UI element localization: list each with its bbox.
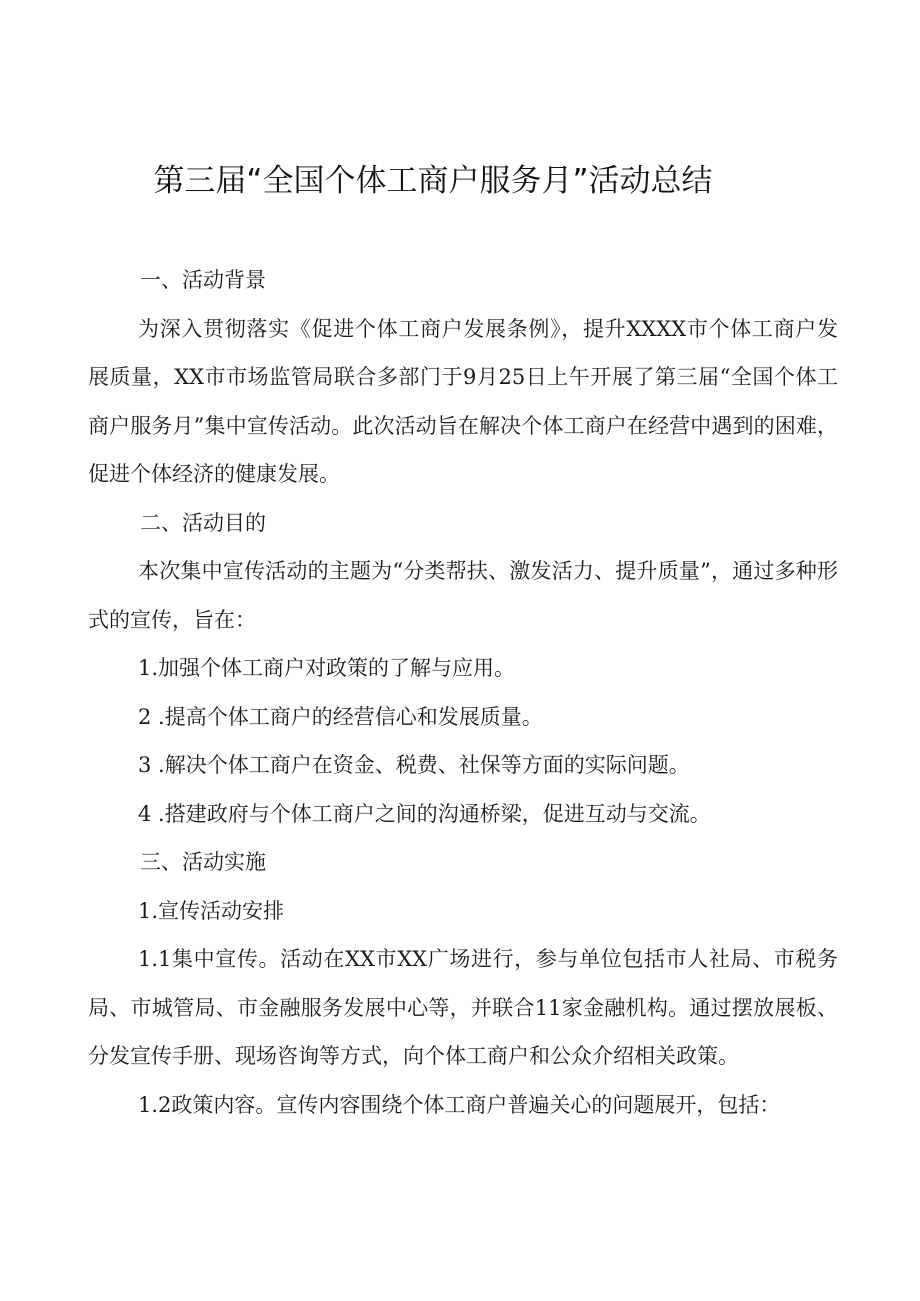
section-heading-background: 一、活动背景 bbox=[140, 268, 266, 292]
document-body bbox=[88, 256, 838, 1129]
paragraph-policy-content: 1.2政策内容。宣传内容围绕个体工商户普遍关心的问题展开，包括： bbox=[138, 1092, 781, 1117]
paragraph-centralized-publicity: 1.1集中宣传。活动在XX市XX广场进行，参与单位包括市人社局、市税务局、市城管局、市金融服务发展中心等，并联合11家金融机构。通过摆放展板、分发宣传手册、现场咨询等方式，向个体工商户和公众介绍相关政策。 bbox=[88, 947, 838, 1068]
purpose-item-4: 4 .搭建政府与个体工商户之间的沟通桥梁，促进互动与交流。 bbox=[138, 801, 711, 826]
document-title: 第三届“全国个体工商户服务月”活动总结 bbox=[153, 163, 713, 199]
purpose-item-3: 3 .解决个体工商户在资金、税费、社保等方面的实际问题。 bbox=[138, 753, 690, 777]
section-heading-purpose: 二、活动目的 bbox=[140, 510, 266, 535]
subheading-arrangement: 1.宣传活动安排 bbox=[138, 898, 285, 923]
purpose-item-1: 1.加强个体工商户对政策的了解与应用。 bbox=[138, 656, 516, 680]
paragraph-purpose: 本次集中宣传活动的主题为“分类帮扶、激发活力、提升质量”，通过多种形式的宣传，旨在： bbox=[88, 559, 838, 632]
section-heading-implementation: 三、活动实施 bbox=[140, 850, 266, 874]
paragraph-background: 为深入贯彻落实《促进个体工商户发展条例》，提升XXXX市个体工商户发展质量，XX市市场监管局联合多部门于9月25日上午开展了第三届“全国个体工商户服务月”集中宣传活动。此次活动旨在解决个体工商户在经营中遇到的困难，促进个体经济的健康发展。 bbox=[88, 316, 838, 486]
purpose-item-2: 2 .提高个体工商户的经营信心和发展质量。 bbox=[138, 704, 543, 729]
